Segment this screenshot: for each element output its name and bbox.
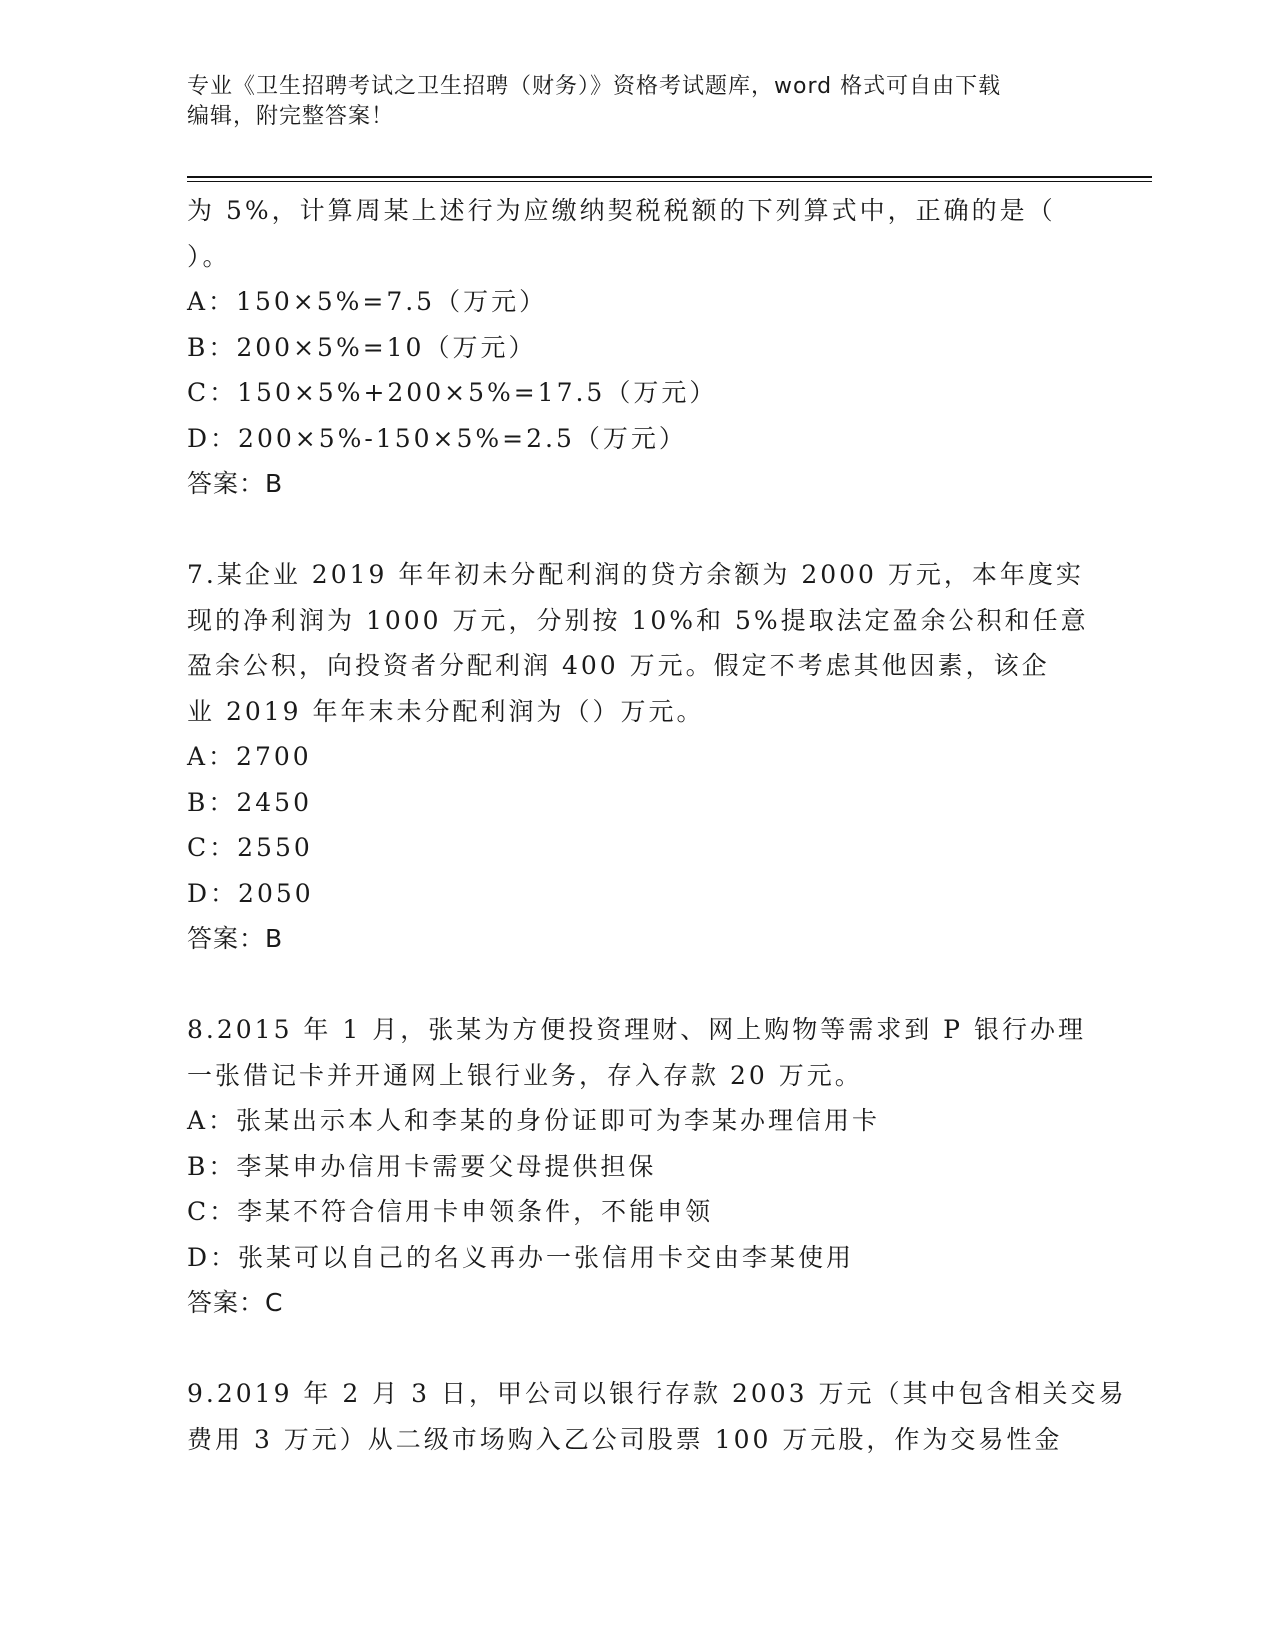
question-stem-line: 业 2019 年年末未分配利润为（）万元。 xyxy=(187,696,705,726)
question-stem-line: 一张借记卡并开通网上银行业务，存入存款 20 万元。 xyxy=(187,1060,863,1090)
option-d: D：2050 xyxy=(187,878,314,908)
option-d: D：200×5%-150×5%=2.5（万元） xyxy=(187,423,687,453)
option-a: A：2700 xyxy=(187,742,312,771)
question-content xyxy=(187,188,1127,1462)
option-c: C：李某不符合信用卡申领条件，不能申领 xyxy=(187,1197,714,1226)
question-stem-line: 现的净利润为 1000 万元，分别按 10%和 5%提取法定盈余公积和任意 xyxy=(187,605,1089,635)
question-spacer xyxy=(187,1326,1092,1372)
option-a: A：150×5%=7.5（万元） xyxy=(187,287,548,316)
answer-line: 答案：B xyxy=(187,469,284,498)
option-b: B：2450 xyxy=(187,787,312,817)
option-a: A：张某出示本人和李某的身份证即可为李某办理信用卡 xyxy=(187,1106,881,1135)
question-9 xyxy=(187,1371,1127,1462)
question-stem-line: 费用 3 万元）从二级市场购入乙公司股票 100 万元股，作为交易性金 xyxy=(187,1424,1063,1454)
option-c: C：2550 xyxy=(187,833,313,862)
option-b: B：李某申办信用卡需要父母提供担保 xyxy=(187,1151,657,1181)
question-stem-line: 9.2019 年 2 月 3 日，甲公司以银行存款 2003 万元（其中包含相关交易 xyxy=(187,1379,1127,1408)
option-c: C：150×5%+200×5%=17.5（万元） xyxy=(187,378,718,407)
header-divider-thick xyxy=(187,176,1152,178)
question-spacer xyxy=(187,962,1092,1008)
question-8 xyxy=(187,1007,1092,1326)
question-stem-line: 7.某企业 2019 年年初未分配利润的贷方余额为 2000 万元，本年度实 xyxy=(187,560,1084,589)
answer-line: 答案：C xyxy=(187,1288,284,1317)
option-b: B：200×5%=10（万元） xyxy=(187,332,537,362)
question-stem-line: 为 5%，计算周某上述行为应缴纳契税税额的下列算式中，正确的是（ xyxy=(187,196,1056,225)
question-spacer xyxy=(187,507,1092,553)
option-d: D：张某可以自己的名义再办一张信用卡交由李某使用 xyxy=(187,1242,855,1272)
header-title-line-1: 专业《卫生招聘考试之卫生招聘（财务）》资格考试题库，word 格式可自由下载 xyxy=(187,74,1002,99)
question-7 xyxy=(187,552,1092,962)
question-stem-line: 盈余公积，向投资者分配利润 400 万元。假定不考虑其他因素，该企 xyxy=(187,651,1050,680)
question-6 xyxy=(187,188,1092,507)
header-divider-thin xyxy=(187,181,1152,182)
page-header xyxy=(187,72,1087,132)
header-title-line-2: 编辑，附完整答案！ xyxy=(187,104,395,129)
answer-line: 答案：B xyxy=(187,924,284,953)
question-stem-line: ）。 xyxy=(187,241,231,271)
question-stem-line: 8.2015 年 1 月，张某为方便投资理财、网上购物等需求到 P 银行办理 xyxy=(187,1015,1086,1044)
